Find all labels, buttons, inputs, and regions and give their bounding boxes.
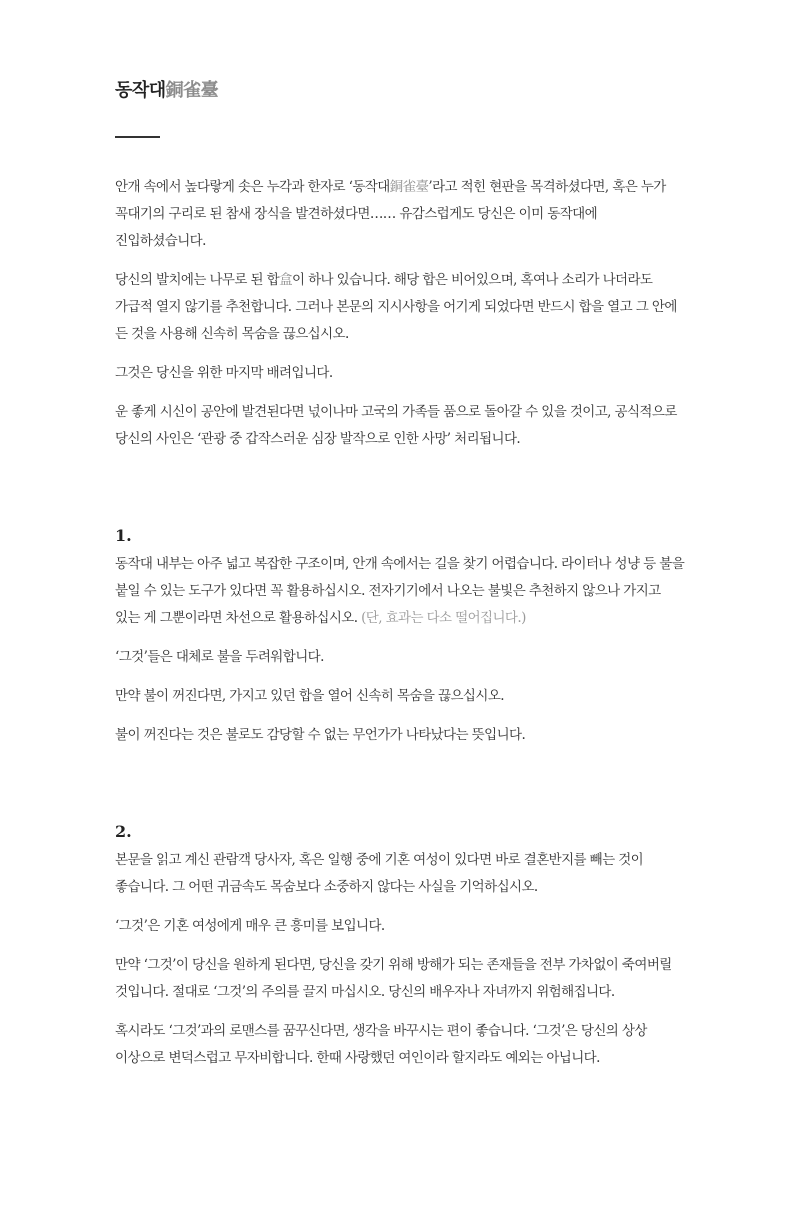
section-1-p1-note: (단, 효과는 다소 떨어집니다.) xyxy=(361,610,526,626)
intro-paragraph-3: 그것은 당신을 위한 마지막 배려입니다. xyxy=(115,365,333,381)
section-1-paragraph-2: ‘그것’들은 대체로 불을 두려워합니다. xyxy=(115,649,324,665)
intro-paragraph-1 xyxy=(115,174,685,255)
intro-paragraph-2 xyxy=(115,267,685,348)
intro-p1-text-b: ’라고 적힌 현판을 목격하셨다면, 혹은 누가 꼭대기의 구리로 된 참새 장식을 발견하셨다면…… 유감스럽게도 당신은 이미 동작대에 진입하셨습니다. xyxy=(115,179,666,249)
title-hanja: 銅雀臺 xyxy=(165,80,219,101)
section-2-paragraph-2: ‘그것’은 기혼 여성에게 매우 큰 흥미를 보입니다. xyxy=(115,918,385,934)
section-1-number: 1. xyxy=(115,526,132,545)
intro-p1-hanja: 銅雀臺 xyxy=(389,179,429,195)
section-1-paragraph-3: 만약 불이 꺼진다면, 가지고 있던 합을 열어 신속히 목숨을 끊으십시오. xyxy=(115,688,504,704)
intro-p2-text-a: 당신의 발치에는 나무로 된 합 xyxy=(115,272,280,288)
section-1-p1-text: 동작대 내부는 아주 넓고 복잡한 구조이며, 안개 속에서는 길을 찾기 어렵습니다. 라이터나 성냥 등 불을 붙일 수 있는 도구가 있다면 꼭 활용하십시오. 전자기기에서 나오는 불빛은 추천하지 않으나 가지고 있는 게 그뿐이라면 차선으로 활용하십시오. xyxy=(115,556,685,626)
section-spacer xyxy=(115,465,685,521)
title-divider xyxy=(115,136,160,138)
document-body xyxy=(115,174,685,1084)
section-2-paragraph-1: 본문을 읽고 계신 관람객 당사자, 혹은 일행 중에 기혼 여성이 있다면 바로 결혼반지를 빼는 것이 좋습니다. 그 어떤 귀금속도 목숨보다 소중하지 않다는 사실을 기억하십시오. xyxy=(115,852,644,895)
section-spacer xyxy=(115,761,685,817)
section-1-paragraph-4: 불이 꺼진다는 것은 불로도 감당할 수 없는 무언가가 나타났다는 뜻입니다. xyxy=(115,727,526,743)
intro-paragraph-4: 운 좋게 시신이 공안에 발견된다면 넋이나마 고국의 가족들 품으로 돌아갈 수 있을 것이고, 공식적으로 당신의 사인은 ‘관광 중 갑작스러운 심장 발작으로 인한 사망’ 처리됩니다. xyxy=(115,404,677,447)
title-hangul: 동작대 xyxy=(115,80,166,101)
page-title xyxy=(115,76,218,102)
section-2-number: 2. xyxy=(115,822,132,841)
intro-p2-text-b: 이 하나 있습니다. 해당 합은 비어있으며, 혹여나 소리가 나더라도 가급적 열지 않기를 추천합니다. 그러나 본문의 지시사항을 어기게 되었다면 반드시 합을 열고 그 안에 든 것을 사용해 신속히 목숨을 끊으십시오. xyxy=(115,272,677,342)
section-2-paragraph-4: 혹시라도 ‘그것’과의 로맨스를 꿈꾸신다면, 생각을 바꾸시는 편이 좋습니다. ‘그것’은 당신의 상상 이상으로 변덕스럽고 무자비합니다. 한때 사랑했던 여인이라 할지라도 예외는 아닙니다. xyxy=(115,1023,647,1066)
intro-p1-text-a: 안개 속에서 높다랗게 솟은 누각과 한자로 ‘동작대 xyxy=(115,179,390,195)
intro-p2-hanja: 盒 xyxy=(279,272,292,288)
section-1-paragraph-1 xyxy=(115,551,685,632)
section-2-paragraph-3: 만약 ‘그것’이 당신을 원하게 된다면, 당신을 갖기 위해 방해가 되는 존재들을 전부 가차없이 죽여버릴 것입니다. 절대로 ‘그것’의 주의를 끌지 마십시오. 당신의 배우자나 자녀까지 위험해집니다. xyxy=(115,957,672,1000)
